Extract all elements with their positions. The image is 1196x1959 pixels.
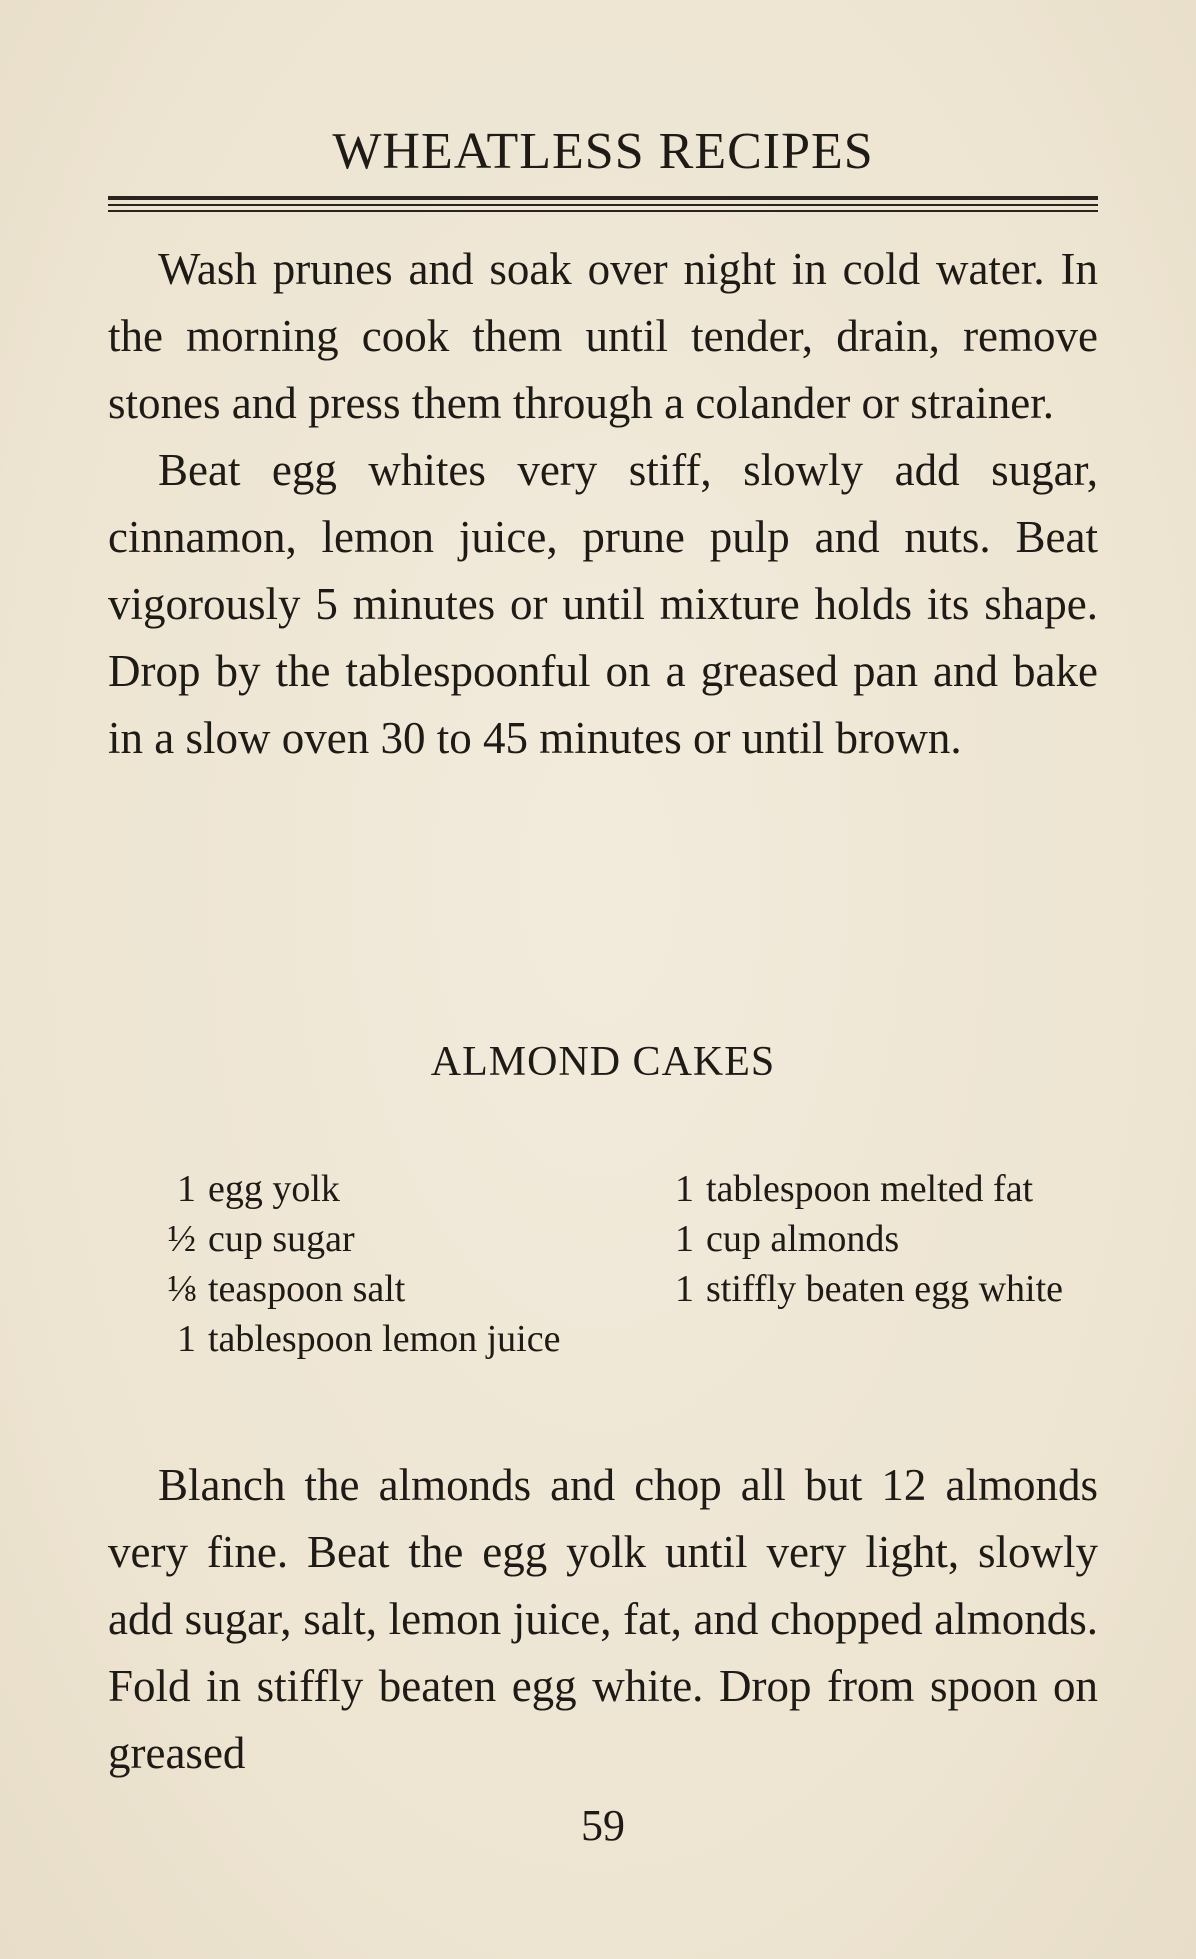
ingredient-name: egg yolk <box>208 1168 340 1210</box>
ingredient-row <box>660 1264 1080 1314</box>
ingredient-quantity: 1 <box>177 1318 196 1360</box>
ingredient-name: cup almonds <box>706 1218 900 1260</box>
ingredient-name: stiffly beaten egg white <box>706 1268 1064 1310</box>
ingredients-column-left <box>150 1164 570 1364</box>
ingredient-quantity: 1 <box>675 1268 694 1310</box>
ingredient-row <box>660 1164 1080 1214</box>
ingredient-quantity: ½ <box>167 1218 196 1260</box>
running-head: WHEATLESS RECIPES <box>332 123 874 180</box>
ingredient-row <box>150 1314 570 1364</box>
paragraph-wash-prunes: Wash prunes and soak over night in cold water. In the morning cook them until tender, drain, remove stones and press them through a colander or strainer. <box>108 244 1098 428</box>
ingredient-name: tablespoon lemon juice <box>208 1318 561 1360</box>
ingredient-quantity: 1 <box>675 1218 694 1260</box>
recipe-title: ALMOND CAKES <box>430 1039 776 1085</box>
ingredient-name: teaspoon salt <box>208 1268 406 1310</box>
ingredient-name: tablespoon melted fat <box>706 1168 1034 1210</box>
ingredient-quantity: 1 <box>177 1168 196 1210</box>
ingredient-row <box>150 1214 570 1264</box>
ingredient-row <box>150 1164 570 1214</box>
ingredient-row <box>660 1214 1080 1264</box>
paragraph-beat-egg-whites: Beat egg whites very stiff, slowly add sugar, cinnamon, lemon juice, prune pulp and nuts. Beat vigorously 5 minutes or until mixture holds its shape. Drop by the tablespoonful on a greased pan and bake in a slow oven 30 to 45 minutes or until brown. <box>108 445 1098 763</box>
page-number: 59 <box>581 1801 625 1850</box>
ingredient-name: cup sugar <box>208 1218 355 1260</box>
almond-directions <box>108 1452 1098 1787</box>
ingredient-quantity: 1 <box>675 1168 694 1210</box>
ingredient-row <box>150 1264 570 1314</box>
ingredient-quantity: ⅛ <box>167 1268 196 1310</box>
prune-instructions <box>108 236 1098 772</box>
header-double-rule <box>108 196 1098 212</box>
ingredients-column-right <box>660 1164 1080 1314</box>
paragraph-blanch-almonds: Blanch the almonds and chop all but 12 almonds very fine. Beat the egg yolk until very light, slowly add sugar, salt, lemon juice, fat, and chopped almonds. Fold in stiffly beaten egg white. Drop from spoon on greased <box>108 1460 1098 1778</box>
